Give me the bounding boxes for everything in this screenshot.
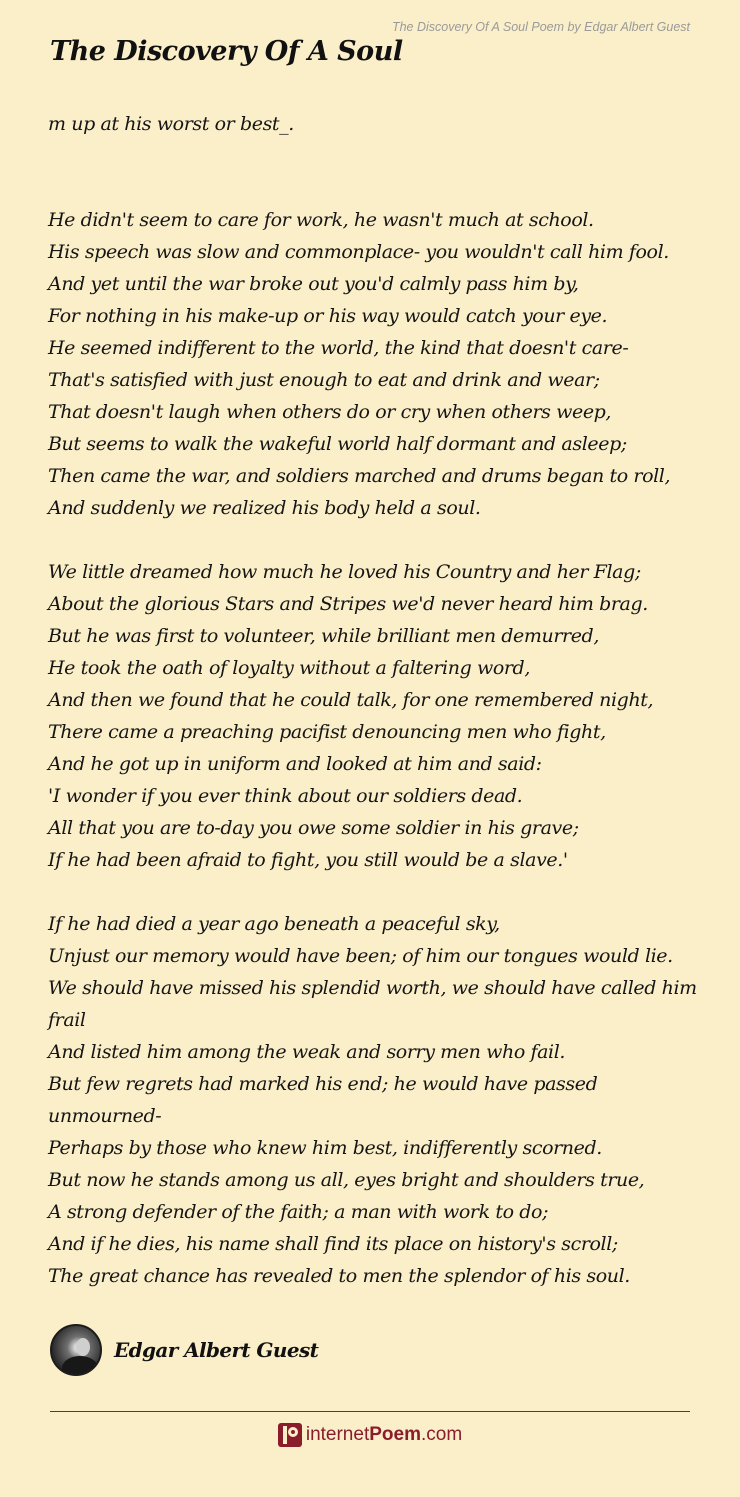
poem-title: The Discovery Of A Soul [50,36,403,67]
poem-line: The great chance has revealed to men the splendor of his soul. [48,1265,630,1287]
poem-line: But seems to walk the wakeful world half dormant and asleep; [48,433,627,455]
poem-stanza [48,908,698,1292]
poem-stanza [48,108,698,140]
poem-line: A strong defender of the faith; a man with work to do; [48,1201,549,1223]
internetpoem-logo-icon [278,1423,302,1447]
poem-line: All that you are to-day you owe some soldier in his grave; [48,817,579,839]
poem-line: Perhaps by those who knew him best, indifferently scorned. [48,1137,602,1159]
poem-line: He seemed indifferent to the world, the kind that doesn't care- [48,337,629,359]
avatar-shoulder [62,1356,98,1376]
poem-line: And yet until the war broke out you'd calmly pass him by, [48,273,579,295]
poem-body [48,108,698,1324]
poem-line: But he was first to volunteer, while brilliant men demurred, [48,625,599,647]
author-name[interactable]: Edgar Albert Guest [114,1338,319,1362]
poem-stanza [48,204,698,524]
poem-line: And he got up in uniform and looked at him and said: [48,753,542,775]
author-avatar[interactable] [50,1324,102,1376]
poem-line: Then came the war, and soldiers marched and drums began to roll, [48,465,671,487]
header-caption: The Discovery Of A Soul Poem by Edgar Albert Guest [391,20,690,34]
poem-line: He took the oath of loyalty without a faltering word, [48,657,530,679]
poem-line: But now he stands among us all, eyes bright and shoulders true, [48,1169,645,1191]
poem-line: And suddenly we realized his body held a soul. [48,497,481,519]
poem-line: That doesn't laugh when others do or cry when others weep, [48,401,612,423]
poem-line: That's satisfied with just enough to eat and drink and wear; [48,369,600,391]
poem-line: Unjust our memory would have been; of him our tongues would lie. [48,945,673,967]
author-block[interactable] [50,1324,318,1376]
poem-line: For nothing in his make-up or his way would catch your eye. [48,305,608,327]
poem-line: There came a preaching pacifist denouncing men who fight, [48,721,606,743]
site-logo-text: internetPoem.com [305,1424,463,1445]
poem-line: And then we found that he could talk, for one remembered night, [48,689,654,711]
poem-line: And if he dies, his name shall find its place on history's scroll; [48,1233,618,1255]
poem-line: He didn't seem to care for work, he wasn't much at school. [48,209,594,231]
poem-line: m up at his worst or best_. [48,113,294,135]
poem-stanza [48,556,698,876]
site-logo-link[interactable] [0,1423,740,1447]
poem-line: About the glorious Stars and Stripes we'd never heard him brag. [48,593,648,615]
footer-divider [50,1411,690,1412]
poem-line: We should have missed his splendid worth, we should have called him frail [48,977,697,1031]
avatar-face [76,1338,90,1356]
poem-line: And listed him among the weak and sorry men who fail. [48,1041,566,1063]
poem-line: 'I wonder if you ever think about our soldiers dead. [48,785,523,807]
poem-line: If he had died a year ago beneath a peaceful sky, [48,913,500,935]
poem-line: If he had been afraid to fight, you still would be a slave.' [48,849,568,871]
poem-line: But few regrets had marked his end; he would have passed unmourned- [48,1073,598,1127]
poem-line: His speech was slow and commonplace- you wouldn't call him fool. [48,241,669,263]
poem-line: We little dreamed how much he loved his Country and her Flag; [48,561,641,583]
